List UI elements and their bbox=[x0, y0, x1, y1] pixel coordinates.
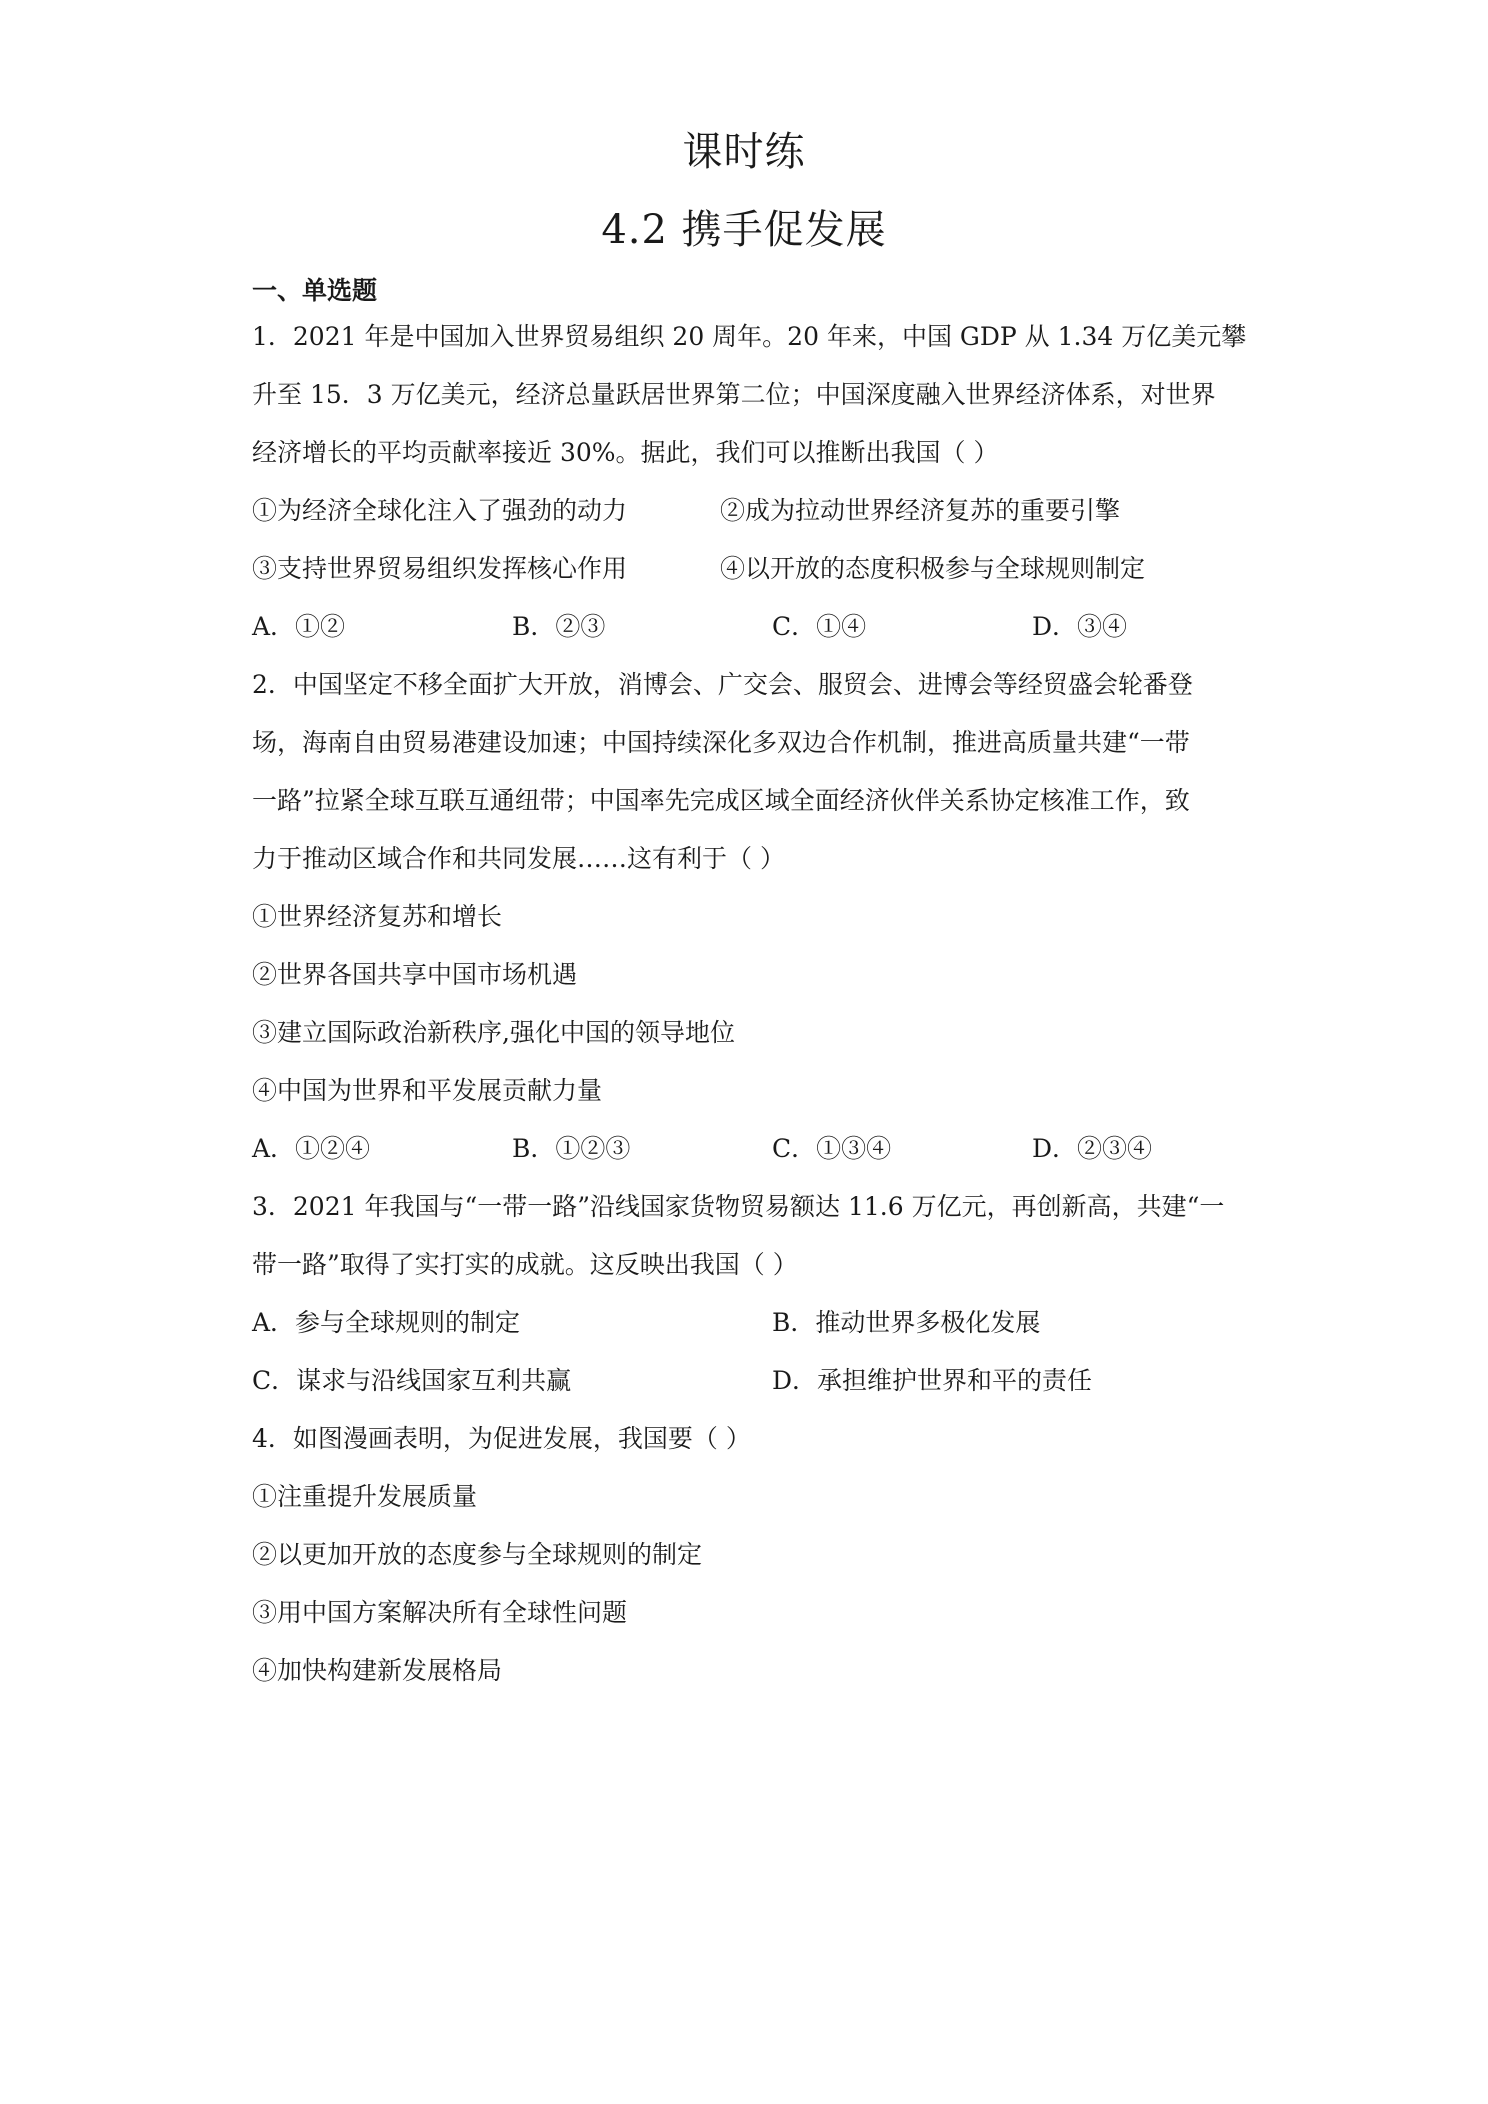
q1-statement-4: ④以开放的态度积极参与全球规则制定 bbox=[720, 554, 1146, 583]
q3-option-b[interactable]: B．推动世界多极化发展 bbox=[772, 1308, 1041, 1337]
q1-option-c[interactable]: C．①④ bbox=[772, 612, 867, 641]
q1-option-b[interactable]: B．②③ bbox=[512, 612, 606, 641]
q2-statement-2: ②世界各国共享中国市场机遇 bbox=[252, 960, 578, 989]
q2-option-d[interactable]: D．②③④ bbox=[1032, 1134, 1153, 1163]
q2-option-c[interactable]: C．①③④ bbox=[772, 1134, 892, 1163]
q1-stem-line-2: 升至 15．3 万亿美元，经济总量跃居世界第二位；中国深度融入世界经济体系，对世界 bbox=[252, 380, 1216, 409]
q1-statement-3: ③支持世界贸易组织发挥核心作用 bbox=[252, 554, 628, 583]
q3-option-a[interactable]: A．参与全球规则的制定 bbox=[252, 1308, 521, 1337]
q2-stem-line-2: 场，海南自由贸易港建设加速；中国持续深化多双边合作机制，推进高质量共建“一带 bbox=[252, 728, 1190, 757]
q1-option-d[interactable]: D．③④ bbox=[1032, 612, 1128, 641]
q2-option-b[interactable]: B．①②③ bbox=[512, 1134, 631, 1163]
q4-statement-4: ④加快构建新发展格局 bbox=[252, 1656, 503, 1685]
q2-stem-line-3: 一路”拉紧全球互联互通纽带；中国率先完成区域全面经济伙伴关系协定核准工作，致 bbox=[252, 786, 1190, 815]
q2-statement-1: ①世界经济复苏和增长 bbox=[252, 902, 503, 931]
q3-option-d[interactable]: D．承担维护世界和平的责任 bbox=[772, 1366, 1093, 1395]
q4-statement-3: ③用中国方案解决所有全球性问题 bbox=[252, 1598, 628, 1627]
q1-option-a[interactable]: A．①② bbox=[252, 612, 346, 641]
q1-statement-1: ①为经济全球化注入了强劲的动力 bbox=[252, 496, 628, 525]
lesson-title: 4.2 携手促发展 bbox=[601, 207, 887, 253]
page-title: 课时练 bbox=[682, 129, 806, 175]
q1-stem-line-1: 1．2021 年是中国加入世界贸易组织 20 周年。20 年来，中国 GDP 从 1.34 万亿美元攀 bbox=[252, 322, 1247, 351]
q2-stem-line-4: 力于推动区域合作和共同发展……这有利于（ ） bbox=[252, 844, 785, 873]
q2-stem-line-1: 2．中国坚定不移全面扩大开放，消博会、广交会、服贸会、进博会等经贸盛会轮番登 bbox=[252, 670, 1193, 699]
q1-stem-line-3: 经济增长的平均贡献率接近 30%。据此，我们可以推断出我国（ ） bbox=[252, 438, 999, 467]
q3-option-c[interactable]: C．谋求与沿线国家互利共赢 bbox=[252, 1366, 572, 1395]
q4-statement-2: ②以更加开放的态度参与全球规则的制定 bbox=[252, 1540, 703, 1569]
q1-statement-2: ②成为拉动世界经济复苏的重要引擎 bbox=[720, 496, 1121, 525]
section-heading: 一、单选题 bbox=[252, 276, 378, 305]
q4-stem-line-1: 4．如图漫画表明，为促进发展，我国要（ ） bbox=[252, 1424, 751, 1453]
q2-statement-4: ④中国为世界和平发展贡献力量 bbox=[252, 1076, 603, 1105]
q3-stem-line-2: 带一路”取得了实打实的成就。这反映出我国（ ） bbox=[252, 1250, 798, 1279]
q2-option-a[interactable]: A．①②④ bbox=[252, 1134, 371, 1163]
q2-statement-3: ③建立国际政治新秩序,强化中国的领导地位 bbox=[252, 1018, 735, 1047]
q4-statement-1: ①注重提升发展质量 bbox=[252, 1482, 478, 1511]
q3-stem-line-1: 3．2021 年我国与“一带一路”沿线国家货物贸易额达 11.6 万亿元，再创新高，共建“一 bbox=[252, 1192, 1225, 1221]
